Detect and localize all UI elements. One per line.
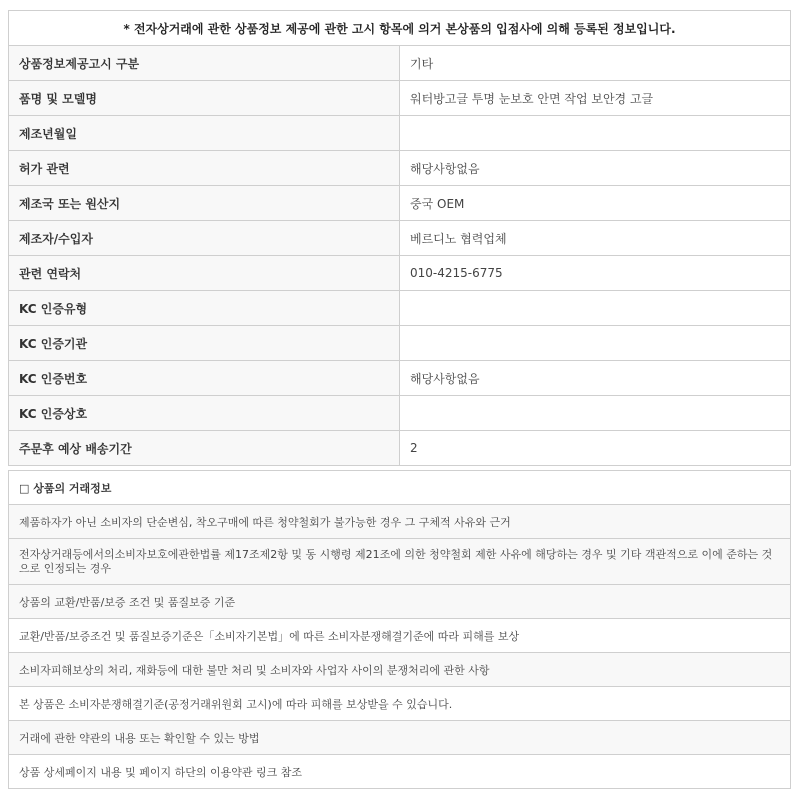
table-row xyxy=(9,291,791,326)
table-row xyxy=(9,539,791,585)
notice-row xyxy=(9,11,791,46)
row-value: 해당사항없음 xyxy=(400,361,791,396)
trade-answer: 상품 상세페이지 내용 및 페이지 하단의 이용약관 링크 참조 xyxy=(9,755,791,789)
row-label: KC 인증기관 xyxy=(9,326,400,361)
row-label: 관련 연락처 xyxy=(9,256,400,291)
table-row xyxy=(9,186,791,221)
row-value xyxy=(400,326,791,361)
product-info-table xyxy=(8,10,791,466)
table-row xyxy=(9,326,791,361)
table-row xyxy=(9,396,791,431)
trade-question: 거래에 관한 약관의 내용 또는 확인할 수 있는 방법 xyxy=(9,721,791,755)
trade-question: 상품의 교환/반품/보증 조건 및 품질보증 기준 xyxy=(9,585,791,619)
notice-text: * 전자상거래에 관한 상품정보 제공에 관한 고시 항목에 의거 본상품의 입점사에 의해 등록된 정보입니다. xyxy=(9,11,791,46)
row-label: 허가 관련 xyxy=(9,151,400,186)
trade-answer: 교환/반품/보증조건 및 품질보증기준은「소비자기본법」에 따른 소비자분쟁해결기준에 따라 피해를 보상 xyxy=(9,619,791,653)
trade-info-header-row xyxy=(9,471,791,505)
trade-question: 제품하자가 아닌 소비자의 단순변심, 착오구매에 따른 청약철회가 불가능한 경우 그 구체적 사유와 근거 xyxy=(9,505,791,539)
row-label: 주문후 예상 배송기간 xyxy=(9,431,400,466)
row-value: 해당사항없음 xyxy=(400,151,791,186)
table-row xyxy=(9,361,791,396)
row-label: KC 인증번호 xyxy=(9,361,400,396)
row-value xyxy=(400,116,791,151)
table-row xyxy=(9,151,791,186)
table-row xyxy=(9,256,791,291)
row-label: KC 인증상호 xyxy=(9,396,400,431)
table-row xyxy=(9,221,791,256)
table-row xyxy=(9,653,791,687)
table-row xyxy=(9,585,791,619)
trade-answer: 본 상품은 소비자분쟁해결기준(공정거래위원회 고시)에 따라 피해를 보상받을 수 있습니다. xyxy=(9,687,791,721)
row-value: 2 xyxy=(400,431,791,466)
trade-info-table xyxy=(8,470,791,789)
table-row xyxy=(9,81,791,116)
row-value: 010-4215-6775 xyxy=(400,256,791,291)
row-value xyxy=(400,291,791,326)
trade-answer: 전자상거래등에서의소비자보호에관한법률 제17조제2항 및 동 시행령 제21조에 의한 청약철회 제한 사유에 해당하는 경우 및 기타 객관적으로 이에 준하는 것으로 인정되는 경우 xyxy=(9,539,791,585)
table-row xyxy=(9,431,791,466)
row-label: 제조자/수입자 xyxy=(9,221,400,256)
row-value: 기타 xyxy=(400,46,791,81)
table-row xyxy=(9,687,791,721)
table-row xyxy=(9,46,791,81)
table-row xyxy=(9,116,791,151)
row-label: KC 인증유형 xyxy=(9,291,400,326)
table-row xyxy=(9,505,791,539)
row-label: 제조국 또는 원산지 xyxy=(9,186,400,221)
row-value: 중국 OEM xyxy=(400,186,791,221)
table-row xyxy=(9,755,791,789)
table-row xyxy=(9,721,791,755)
row-label: 품명 및 모델명 xyxy=(9,81,400,116)
row-value: 워터방고글 투명 눈보호 안면 작업 보안경 고글 xyxy=(400,81,791,116)
row-label: 제조년월일 xyxy=(9,116,400,151)
trade-question: 소비자피해보상의 처리, 재화등에 대한 불만 처리 및 소비자와 사업자 사이의 분쟁처리에 관한 사항 xyxy=(9,653,791,687)
row-value: 베르디노 협력업체 xyxy=(400,221,791,256)
row-value xyxy=(400,396,791,431)
trade-info-title: □ 상품의 거래정보 xyxy=(9,471,791,505)
row-label: 상품정보제공고시 구분 xyxy=(9,46,400,81)
table-row xyxy=(9,619,791,653)
